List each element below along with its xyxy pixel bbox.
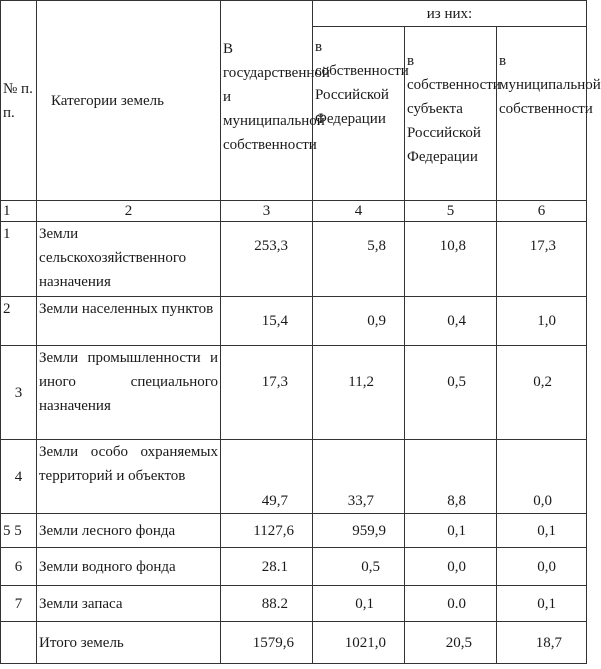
total-row-federal: 1021,0 <box>313 622 405 664</box>
row-municipal: 0,2 <box>497 346 587 440</box>
header-municipal: в муниципальной собственности <box>497 27 587 201</box>
row-subject: 0,5 <box>405 346 497 440</box>
row-municipal: 0,1 <box>497 586 587 622</box>
row-no: 7 <box>1 586 37 622</box>
column-number-row <box>1 201 587 222</box>
row-federal: 33,7 <box>313 440 405 514</box>
total-row-total: 1579,6 <box>221 622 313 664</box>
header-category: Категории земель <box>37 1 221 201</box>
row-municipal: 17,3 <box>497 222 587 297</box>
row-total: 49,7 <box>221 440 313 514</box>
row-subject: 0,4 <box>405 297 497 346</box>
row-category: Земли запаса <box>37 586 221 622</box>
row-subject: 10,8 <box>405 222 497 297</box>
row-federal: 0,1 <box>313 586 405 622</box>
row-no: 1 <box>1 222 37 297</box>
row-total: 1127,6 <box>221 514 313 548</box>
header-of-which: из них: <box>313 1 587 27</box>
total-row <box>1 622 587 664</box>
row-no: 3 <box>1 346 37 440</box>
row-category: Земли лесного фонда <box>37 514 221 548</box>
row-total: 17,3 <box>221 346 313 440</box>
row-federal: 0,5 <box>313 548 405 586</box>
row-municipal: 0,1 <box>497 514 587 548</box>
header-federal: в собственности Российской Федерации <box>313 27 405 201</box>
column-number: 2 <box>37 201 221 222</box>
row-federal: 11,2 <box>313 346 405 440</box>
column-number: 1 <box>1 201 37 222</box>
row-total: 88.2 <box>221 586 313 622</box>
row-federal: 959,9 <box>313 514 405 548</box>
column-number: 3 <box>221 201 313 222</box>
row-subject: 0,1 <box>405 514 497 548</box>
row-federal: 5,8 <box>313 222 405 297</box>
row-total: 253,3 <box>221 222 313 297</box>
row-category: Земли водного фонда <box>37 548 221 586</box>
column-number: 5 <box>405 201 497 222</box>
column-number: 4 <box>313 201 405 222</box>
row-municipal: 0,0 <box>497 548 587 586</box>
table-row <box>1 514 587 548</box>
table-row <box>1 440 587 514</box>
row-subject: 0,0 <box>405 548 497 586</box>
table-row <box>1 346 587 440</box>
row-no: 4 <box>1 440 37 514</box>
header-row-1 <box>1 1 587 27</box>
table-row <box>1 586 587 622</box>
total-row-municipal: 18,7 <box>497 622 587 664</box>
total-row-subject: 20,5 <box>405 622 497 664</box>
table-row <box>1 222 587 297</box>
row-no: 2 <box>1 297 37 346</box>
row-no: 5 5 <box>1 514 37 548</box>
row-subject: 8,8 <box>405 440 497 514</box>
total-row-category: Итого земель <box>37 622 221 664</box>
row-municipal: 1,0 <box>497 297 587 346</box>
row-no: 6 <box>1 548 37 586</box>
row-municipal: 0,0 <box>497 440 587 514</box>
row-category: Земли населенных пунктов <box>37 297 221 346</box>
row-category: Земли сельскохозяйственного назначения <box>37 222 221 297</box>
total-row-no <box>1 622 37 664</box>
table-row <box>1 297 587 346</box>
row-total: 15,4 <box>221 297 313 346</box>
header-subject: в собственности субъекта Российской Федерации <box>405 27 497 201</box>
row-category: Земли промышленности и иного специального назначения <box>37 346 221 440</box>
header-state-municipal: В государственной и муниципальной собственности <box>221 1 313 201</box>
header-no: № п. п. <box>1 1 37 201</box>
row-subject: 0.0 <box>405 586 497 622</box>
column-number: 6 <box>497 201 587 222</box>
row-federal: 0,9 <box>313 297 405 346</box>
row-total: 28.1 <box>221 548 313 586</box>
table-row <box>1 548 587 586</box>
row-category: Земли особо охраняемых территорий и объектов <box>37 440 221 514</box>
